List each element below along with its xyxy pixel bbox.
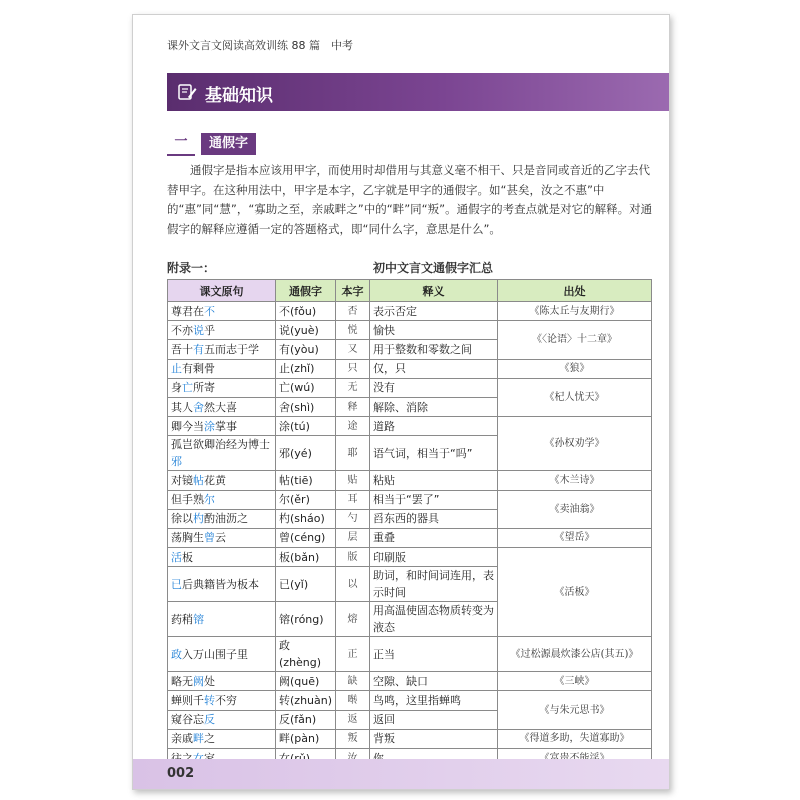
sentence-text: 乎 [204,323,215,337]
highlighted-char: 畔 [193,732,204,746]
cell-meaning: 语气词，相当于“吗” [370,436,498,471]
table-header-row [168,280,652,302]
header-source: 出处 [498,280,652,302]
cell-source: 《木兰诗》 [498,471,652,490]
cell-source: 《与朱元思书》 [498,691,652,729]
section-banner [167,73,669,111]
highlighted-char: 曾 [204,531,215,545]
cell-benzi: 途 [336,417,370,436]
sentence-text: 孤岂欲卿治经为博士 [171,438,270,452]
table-row [168,417,652,436]
table-row [168,490,652,509]
cell-meaning: 空隙、缺口 [370,672,498,691]
cell-tongjia: 镕(róng) [276,602,336,637]
table-row [168,302,652,321]
sentence-text: 然大喜 [204,400,237,414]
cell-source: 《卖油翁》 [498,490,652,528]
highlighted-char: 帖 [193,473,204,487]
header-tongjia: 通假字 [276,280,336,302]
book-page [132,14,670,790]
cell-sentence [168,528,276,547]
cell-tongjia: 帖(tiē) [276,471,336,490]
cell-meaning: 道路 [370,417,498,436]
cell-source: 《〈论语〉十二章》 [498,321,652,359]
table-row [168,359,652,378]
cell-benzi: 叛 [336,729,370,748]
sentence-text: 酌油沥之 [204,512,248,526]
cell-sentence [168,509,276,528]
cell-tongjia: 涂(tú) [276,417,336,436]
cell-benzi: 释 [336,397,370,416]
cell-benzi: 版 [336,548,370,567]
sentence-text: 尊君在 [171,304,204,318]
cell-tongjia: 转(zhuàn) [276,691,336,710]
header-benzi: 本字 [336,280,370,302]
cell-benzi: 只 [336,359,370,378]
page-footer [133,759,669,789]
sentence-text: 云 [215,531,226,545]
sentence-text: 窥谷忘 [171,713,204,727]
cell-tongjia: 曾(céng) [276,528,336,547]
cell-meaning: 正当 [370,637,498,672]
table-row [168,672,652,691]
highlighted-char: 说 [193,323,204,337]
cell-source: 《狼》 [498,359,652,378]
sentence-text: 所寄 [193,381,215,395]
cell-sentence [168,359,276,378]
cell-benzi: 返 [336,710,370,729]
cell-source: 《过松源晨炊漆公店(其五)》 [498,637,652,672]
cell-sentence [168,637,276,672]
cell-sentence [168,602,276,637]
sentence-text: 后典籍皆为板本 [182,577,259,591]
pen-note-icon [177,82,197,102]
table-row [168,471,652,490]
sentence-text: 徐以 [171,512,193,526]
cell-tongjia: 说(yuè) [276,321,336,340]
sentence-text: 不亦 [171,323,193,337]
cell-benzi: 缺 [336,672,370,691]
sentence-text: 之 [204,732,215,746]
section-number: 一 [167,132,195,156]
table-row [168,729,652,748]
sentence-text: 有剩骨 [182,362,215,376]
cell-tongjia: 反(fǎn) [276,710,336,729]
appendix-label: 附录一： [167,261,216,275]
cell-benzi: 熔 [336,602,370,637]
cell-sentence [168,397,276,416]
running-head: 课外文言文阅读高效训练 88 篇 中考 [167,39,353,52]
highlighted-char: 政 [171,647,182,661]
sentence-text: 掌事 [215,419,237,433]
cell-tongjia: 政(zhèng) [276,637,336,672]
highlighted-char: 涂 [204,419,215,433]
cell-meaning: 表示否定 [370,302,498,321]
sentence-text: 处 [204,674,215,688]
highlighted-char: 活 [171,550,182,564]
sentence-text: 蝉则千 [171,694,204,708]
cell-meaning: 用于整数和零数之间 [370,340,498,359]
table-row [168,378,652,397]
highlighted-char: 有 [193,342,204,356]
sentence-text: 但手熟 [171,493,204,507]
cell-sentence [168,417,276,436]
highlighted-char: 转 [204,694,215,708]
cell-meaning: 助词，和时间词连用，表示时间 [370,567,498,602]
section-heading [167,133,256,155]
cell-tongjia: 邪(yé) [276,436,336,471]
cell-benzi: 贴 [336,471,370,490]
cell-benzi: 正 [336,637,370,672]
cell-sentence [168,378,276,397]
cell-sentence [168,548,276,567]
header-sentence: 课文原句 [168,280,276,302]
cell-meaning: 粘贴 [370,471,498,490]
cell-benzi: 以 [336,567,370,602]
cell-tongjia: 畔(pàn) [276,729,336,748]
cell-sentence [168,710,276,729]
cell-meaning: 鸟鸣，这里指蝉鸣 [370,691,498,710]
cell-benzi: 耶 [336,436,370,471]
table-row [168,691,652,710]
sentence-text: 不穷 [215,694,237,708]
cell-sentence [168,691,276,710]
cell-sentence [168,436,276,471]
sentence-text: 吾十 [171,342,193,356]
cell-tongjia: 已(yǐ) [276,567,336,602]
cell-source: 《望岳》 [498,528,652,547]
highlighted-char: 舍 [193,400,204,414]
highlighted-char: 止 [171,362,182,376]
cell-tongjia: 杓(sháo) [276,509,336,528]
cell-meaning: 印刷版 [370,548,498,567]
highlighted-char: 杓 [193,512,204,526]
cell-benzi: 又 [336,340,370,359]
table-row [168,321,652,340]
cell-benzi: 无 [336,378,370,397]
intro-paragraph: 通假字是指本应该用甲字，而使用时却借用与其意义毫不相干、只是音同或音近的乙字去代替甲字。在这种用法中，甲字是本字，乙字就是甲字的通假字。如“甚矣，汝之不惠”中的“惠”同“慧”，“寡助之至，亲戚畔之”中的“畔”同“叛”。通假字的考查点就是对它的解释。对通假字的解释应遵循一定的答题格式，即“同什么字，意思是什么”。 [167,163,653,236]
highlighted-char: 不 [204,304,215,318]
highlighted-char: 已 [171,577,182,591]
cell-sentence [168,672,276,691]
highlighted-char: 阙 [193,674,204,688]
sentence-text: 荡胸生 [171,531,204,545]
cell-sentence [168,471,276,490]
cell-meaning: 解除、消除 [370,397,498,416]
cell-sentence [168,302,276,321]
cell-tongjia: 亡(wú) [276,378,336,397]
cell-tongjia: 尔(ěr) [276,490,336,509]
table-row [168,637,652,672]
sentence-text: 身 [171,381,182,395]
cell-sentence [168,729,276,748]
highlighted-char: 镕 [193,612,204,626]
sentence-text: 药稍 [171,612,193,626]
cell-source: 《三峡》 [498,672,652,691]
sentence-text: 略无 [171,674,193,688]
cell-benzi: 耳 [336,490,370,509]
sentence-text: 对镜 [171,473,193,487]
cell-benzi: 悦 [336,321,370,340]
cell-meaning: 相当于“罢了” [370,490,498,509]
cell-benzi: 否 [336,302,370,321]
cell-meaning: 舀东西的器具 [370,509,498,528]
cell-meaning: 用高温使固态物质转变为液态 [370,602,498,637]
cell-meaning: 没有 [370,378,498,397]
cell-source: 《杞人忧天》 [498,378,652,416]
highlighted-char: 邪 [171,455,182,469]
sentence-text: 其人 [171,400,193,414]
cell-sentence [168,490,276,509]
cell-source: 《活板》 [498,548,652,637]
highlighted-char: 亡 [182,381,193,395]
cell-meaning: 愉快 [370,321,498,340]
cell-source: 《得道多助，失道寡助》 [498,729,652,748]
table-row [168,548,652,567]
banner-title: 基础知识 [205,86,273,106]
cell-tongjia: 板(bǎn) [276,548,336,567]
cell-meaning: 返回 [370,710,498,729]
cell-source: 《陈太丘与友期行》 [498,302,652,321]
tongjiazi-table [167,279,652,768]
sentence-text: 入万山围子里 [182,647,248,661]
sentence-text: 亲戚 [171,732,193,746]
section-name: 通假字 [201,133,256,155]
cell-benzi: 勺 [336,509,370,528]
sentence-text: 卿今当 [171,419,204,433]
cell-meaning: 仅，只 [370,359,498,378]
highlighted-char: 尔 [204,493,215,507]
cell-benzi: 啭 [336,691,370,710]
page-number: 002 [167,766,195,781]
cell-tongjia: 有(yòu) [276,340,336,359]
table-title: 初中文言文通假字汇总 [373,261,494,275]
cell-tongjia: 舍(shì) [276,397,336,416]
highlighted-char: 反 [204,713,215,727]
cell-meaning: 背叛 [370,729,498,748]
table-row [168,528,652,547]
cell-sentence [168,340,276,359]
cell-meaning: 重叠 [370,528,498,547]
cell-tongjia: 不(fǒu) [276,302,336,321]
cell-sentence [168,321,276,340]
cell-tongjia: 阙(quē) [276,672,336,691]
cell-tongjia: 止(zhǐ) [276,359,336,378]
sentence-text: 五而志于学 [204,342,259,356]
sentence-text: 花黄 [204,473,226,487]
header-meaning: 释义 [370,280,498,302]
sentence-text: 板 [182,550,193,564]
cell-source: 《孙权劝学》 [498,417,652,471]
cell-sentence [168,567,276,602]
cell-benzi: 层 [336,528,370,547]
